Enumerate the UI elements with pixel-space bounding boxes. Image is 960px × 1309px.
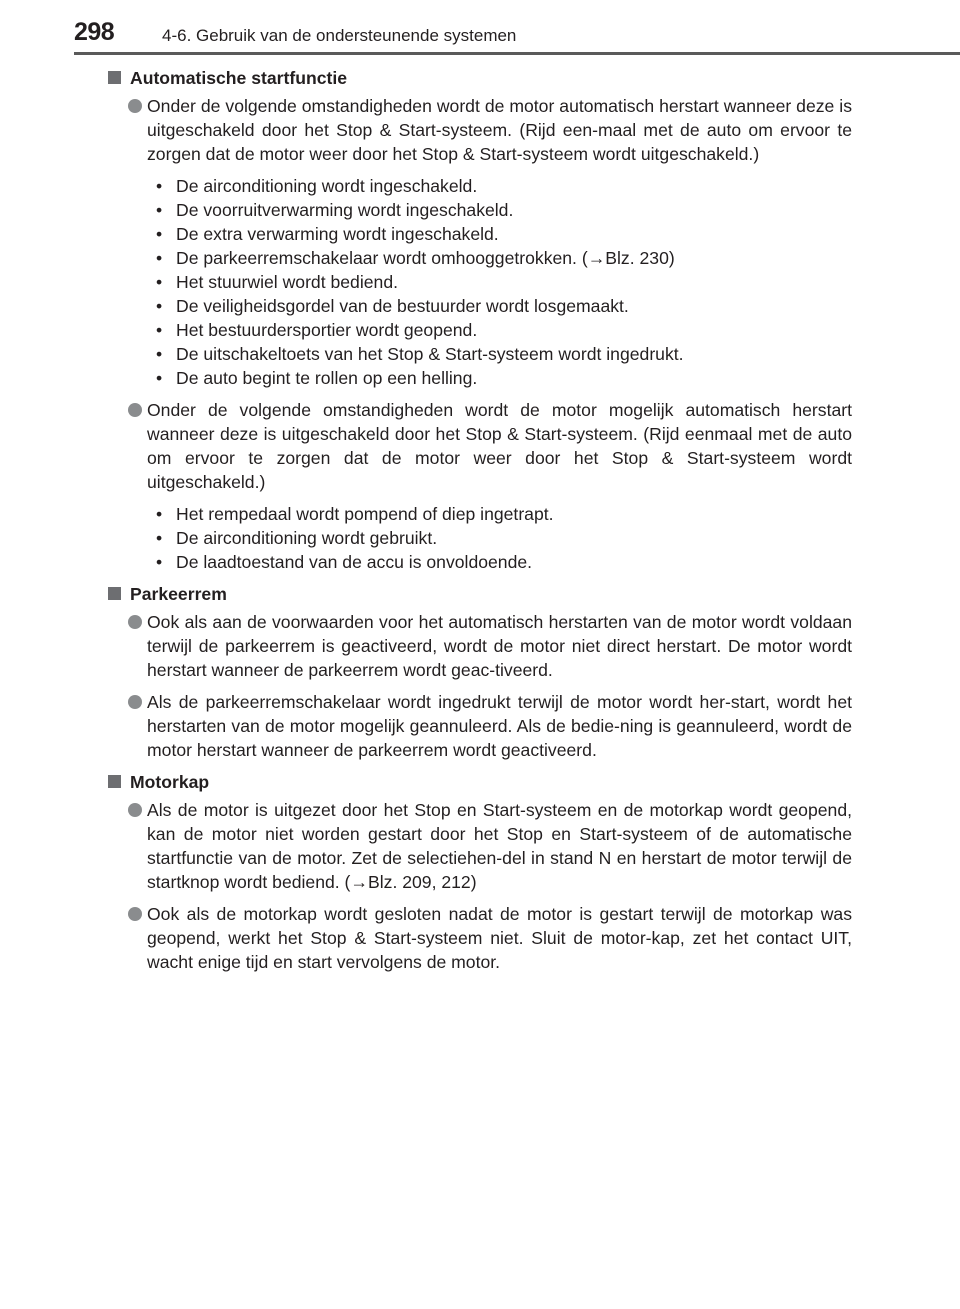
list-item xyxy=(108,610,852,682)
page-header xyxy=(74,18,960,52)
list-item xyxy=(108,94,852,390)
sub-list-text: Het bestuurdersportier wordt geopend. xyxy=(176,320,478,340)
sub-list-text: De voorruitverwarming wordt ingeschakeld. xyxy=(176,200,514,220)
bullet-dot-icon: • xyxy=(156,272,163,292)
sub-list-text: De uitschakeltoets van het Stop & Start-systeem wordt ingedrukt. xyxy=(176,344,684,364)
sub-list-item xyxy=(147,246,852,270)
section-heading xyxy=(108,582,852,606)
item-text: Ook als de motorkap wordt gesloten nadat de motor is gestart terwijl de motorkap was geopend, werkt het Stop & Start-systeem niet. Sluit de motor-kap, zet het contact UIT, wacht enige tijd en start vervolgens de motor. xyxy=(147,904,852,972)
sub-list-item xyxy=(147,294,852,318)
square-bullet-icon xyxy=(108,71,121,84)
section xyxy=(108,770,852,974)
sub-list-item xyxy=(147,550,852,574)
bullet-dot-icon: • xyxy=(156,504,163,524)
bullet-dot-icon: • xyxy=(156,224,163,244)
sub-list-text: De airconditioning wordt ingeschakeld. xyxy=(176,176,478,196)
bullet-dot-icon: • xyxy=(156,344,163,364)
item-text: Als de parkeerremschakelaar wordt ingedrukt terwijl de motor wordt her-start, wordt het herstarten van de motor mogelijk geannuleerd. Als de bedie-ning is geannuleerd, wordt de motor herstart wanneer de parkeerrem wordt geactiveerd. xyxy=(147,692,852,760)
page-number: 298 xyxy=(74,18,115,46)
sub-list-item xyxy=(147,174,852,198)
section-heading-text: Automatische startfunctie xyxy=(130,68,348,88)
circle-bullet-icon xyxy=(128,99,142,113)
circle-bullet-icon xyxy=(128,803,142,817)
sub-list-text: De airconditioning wordt gebruikt. xyxy=(176,528,438,548)
circle-bullet-icon xyxy=(128,615,142,629)
sub-list-text: De parkeerremschakelaar wordt omhooggetrokken. (→Blz. 230) xyxy=(176,248,675,268)
section-heading-text: Parkeerrem xyxy=(130,584,227,604)
sub-list-item xyxy=(147,502,852,526)
sub-list-text: Het stuurwiel wordt bediend. xyxy=(176,272,398,292)
section xyxy=(108,582,852,762)
sub-list-item xyxy=(147,198,852,222)
sub-list-text: De veiligheidsgordel van de bestuurder wordt losgemaakt. xyxy=(176,296,629,316)
sub-list-text: Het rempedaal wordt pompend of diep ingetrapt. xyxy=(176,504,554,524)
chapter-title: 4-6. Gebruik van de ondersteunende systemen xyxy=(162,26,517,45)
bullet-dot-icon: • xyxy=(156,552,163,572)
item-text: Onder de volgende omstandigheden wordt de motor automatisch herstart wanneer deze is uitgeschakeld door het Stop & Start-systeem. (Rijd een-maal met de auto om ervoor te zorgen dat de motor weer door het Stop & Start-systeem wordt uitgeschakeld.) xyxy=(147,96,852,164)
header-rule xyxy=(74,52,960,55)
sub-list-item xyxy=(147,366,852,390)
bullet-dot-icon: • xyxy=(156,320,163,340)
list-item xyxy=(108,902,852,974)
sub-list-item xyxy=(147,270,852,294)
circle-bullet-icon xyxy=(128,403,142,417)
list-item xyxy=(108,398,852,574)
section xyxy=(108,66,852,574)
list-item xyxy=(108,690,852,762)
bullet-dot-icon: • xyxy=(156,528,163,548)
sub-list-text: De extra verwarming wordt ingeschakeld. xyxy=(176,224,499,244)
item-text: Als de motor is uitgezet door het Stop en Start-systeem en de motorkap wordt geopend, kan de motor niet worden gestart door het Stop en Start-systeem of de automatische startfunctie van de motor. Zet de selectiehen-del in stand N en herstart de motor terwijl de startknop wordt bediend. (→Blz. 209, 212) xyxy=(147,800,852,892)
sub-list-text: De laadtoestand van de accu is onvoldoende. xyxy=(176,552,533,572)
bullet-dot-icon: • xyxy=(156,248,163,268)
sub-list-item xyxy=(147,342,852,366)
bullet-dot-icon: • xyxy=(156,296,163,316)
page-body xyxy=(108,66,852,982)
sub-list-item xyxy=(147,318,852,342)
item-text: Onder de volgende omstandigheden wordt de motor mogelijk automatisch herstart wanneer deze is uitgeschakeld door het Stop & Start-systeem. (Rijd eenmaal met de auto om ervoor te zorgen dat de motor weer door het Stop & Start-systeem wordt uitgeschakeld.) xyxy=(147,400,852,492)
square-bullet-icon xyxy=(108,587,121,600)
bullet-dot-icon: • xyxy=(156,200,163,220)
bullet-dot-icon: • xyxy=(156,176,163,196)
section-heading xyxy=(108,770,852,794)
sub-list xyxy=(147,502,852,574)
square-bullet-icon xyxy=(108,775,121,788)
section-heading xyxy=(108,66,852,90)
sub-list-text: De auto begint te rollen op een helling. xyxy=(176,368,478,388)
circle-bullet-icon xyxy=(128,907,142,921)
list-item xyxy=(108,798,852,894)
sub-list-item xyxy=(147,222,852,246)
item-text: Ook als aan de voorwaarden voor het automatisch herstarten van de motor wordt voldaan terwijl de parkeerrem is geactiveerd, wordt de motor niet direct herstart. De motor wordt herstart wanneer de parkeerrem wordt geac-tiveerd. xyxy=(147,612,852,680)
sub-list-item xyxy=(147,526,852,550)
section-heading-text: Motorkap xyxy=(130,772,210,792)
circle-bullet-icon xyxy=(128,695,142,709)
sub-list xyxy=(147,174,852,390)
bullet-dot-icon: • xyxy=(156,368,163,388)
